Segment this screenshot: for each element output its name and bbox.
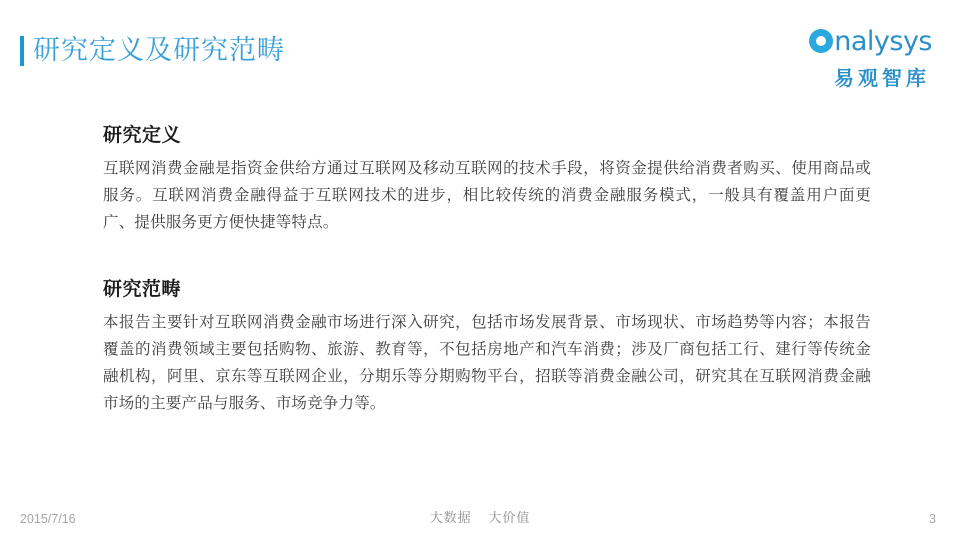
section-body: 互联网消费金融是指资金供给方通过互联网及移动互联网的技术手段，将资金提供给消费者购买、使用商品或服务。互联网消费金融得益于互联网技术的进步，相比较传统的消费金融服务模式，一般具有覆盖用户面更广、提供服务更方便快捷等特点。 [103,160,871,231]
logo-wordmark: nalysys [834,25,932,57]
section-research-scope [103,274,871,417]
logo [752,26,932,91]
title-accent-bar [20,36,24,66]
title-text: 研究定义及研究范畴 [33,34,285,65]
section-heading: 研究范畴 [103,279,182,301]
section-research-definition [103,120,871,236]
page-title [20,34,285,66]
circle-dot-icon [809,29,833,53]
footer-tagline-left: 大数据 [429,510,472,525]
logo-subtitle: 易观智库 [834,68,930,90]
footer-date: 2015/7/16 [20,512,76,526]
footer-page-number: 3 [929,512,936,526]
footer-tagline-right: 大价值 [488,510,531,525]
footer-tagline [0,507,960,526]
logo-main [752,26,932,56]
content-area [103,120,871,418]
section-body: 本报告主要针对互联网消费金融市场进行深入研究，包括市场发展背景、市场现状、市场趋势等内容；本报告覆盖的消费领域主要包括购物、旅游、教育等，不包括房地产和汽车消费；涉及厂商包括工行、建行等传统金融机构，阿里、京东等互联网企业，分期乐等分期购物平台，招联等消费金融公司，研究其在互联网消费金融市场的主要产品与服务、市场竞争力等。 [103,314,871,412]
section-heading: 研究定义 [103,125,182,146]
